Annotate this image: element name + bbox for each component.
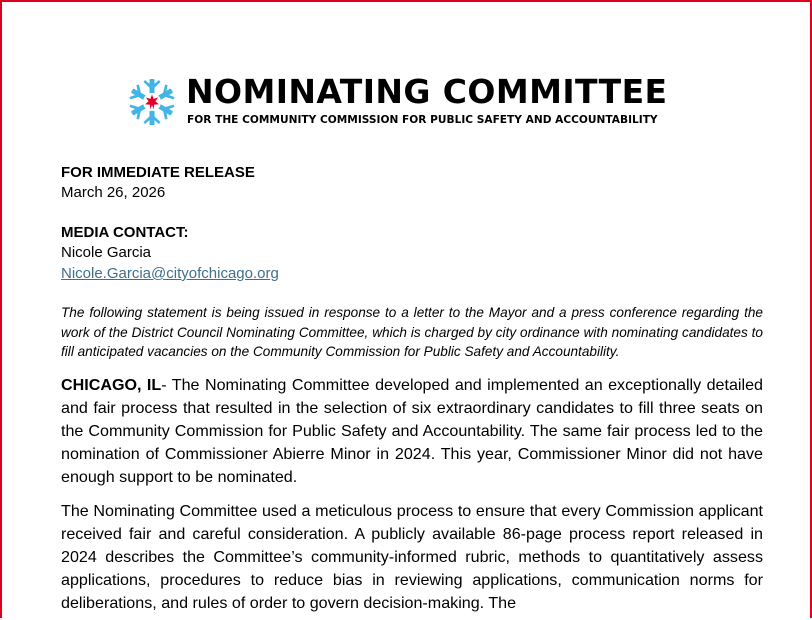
media-contact-email-link[interactable]: Nicole.Garcia@cityofchicago.org: [61, 265, 279, 282]
page-subtitle: FOR THE COMMUNITY COMMISSION FOR PUBLIC SAFETY AND ACCOUNTABILITY: [187, 114, 658, 126]
paragraph-1-text: - The Nominating Committee developed and implemented an exceptionally detailed and fair process that resulted in the selection of six extraordinary candidates to fill three seats on the Community Commission for Public Safety and Accountability. The same fair process led to the nomination of Commissioner Abierre Minor in 2024. This year, Commissioner Minor did not have enough support to be nominated.: [61, 376, 763, 486]
statement-intro: The following statement is being issued in response to a letter to the Mayor and a press conference regarding the work of the District Council Nominating Committee, which is charged by city ordinance with nominating candidates to fill anticipated vacancies on the Community Commission for Public Safety and Accountability.: [61, 305, 763, 359]
media-contact-label: MEDIA CONTACT:: [61, 224, 189, 241]
paragraph-2: The Nominating Committee used a meticulous process to ensure that every Commission applicant received fair and careful consideration. A publicly available 86-page process report released in 2024 describes the Committee’s community-informed rubric, methods to quantitatively assess applications, procedures to reduce bias in reviewing applications, communication norms for deliberations, and rules of order to govern decision-making. The: [61, 502, 763, 612]
dateline: CHICAGO, IL: [61, 376, 162, 394]
paragraph-1: [61, 374, 763, 489]
page-title: NOMINATING COMMITTEE: [186, 72, 668, 111]
release-label: FOR IMMEDIATE RELEASE: [61, 164, 255, 181]
release-date: March 26, 2026: [61, 184, 166, 201]
media-contact-name: Nicole Garcia: [61, 244, 152, 261]
chicago-star-snowflake-logo-icon: [126, 76, 178, 128]
